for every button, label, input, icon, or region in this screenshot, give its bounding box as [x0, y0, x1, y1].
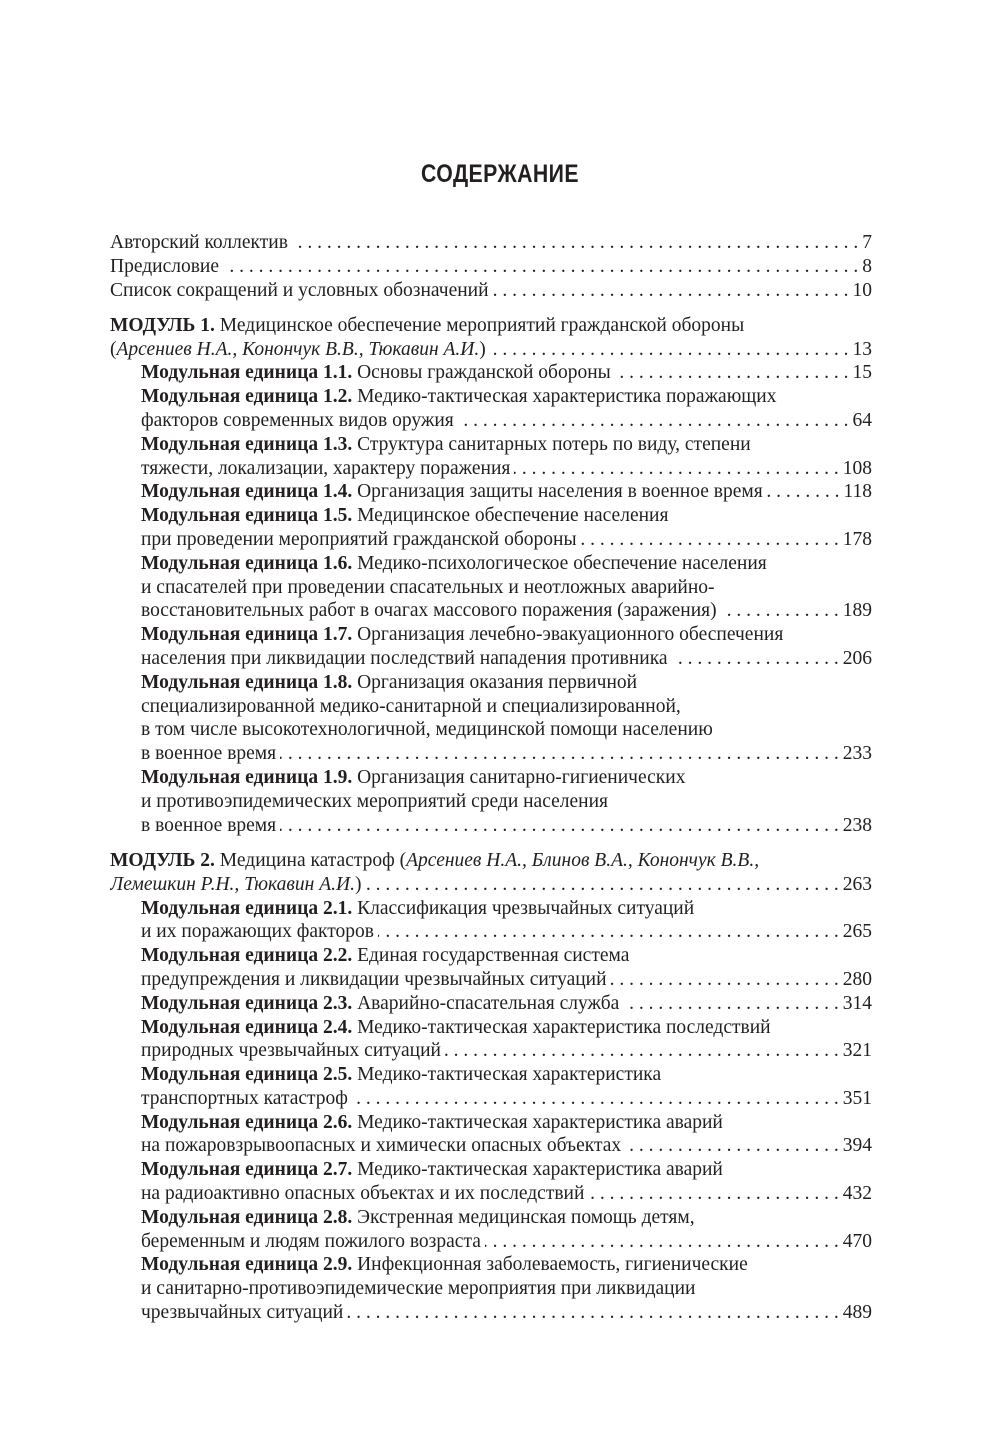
entry-text [141, 992, 619, 1016]
entry-title: при проведении мероприятий гражданской обороны [141, 529, 577, 551]
entry-text [110, 849, 759, 873]
page-number: 118 [843, 481, 872, 503]
page-number: 432 [842, 1183, 872, 1205]
toc-entry-line [110, 528, 872, 552]
entry-title: Аварийно-спасательная служба [352, 992, 620, 1014]
entry-title: факторов современных видов оружия [141, 410, 454, 432]
entry-authors: Арсениев Н.А., Конончук В.В., Тюкавин А.И. [116, 338, 480, 360]
toc-entry-line [110, 504, 872, 528]
toc-entry-line [110, 576, 872, 600]
entry-label: Модульная единица 1.7. [141, 624, 353, 646]
entry-title: и спасателей при проведении спасательных и неотложных аварийно- [141, 576, 715, 598]
page-number: 189 [842, 600, 872, 622]
entry-text [141, 385, 776, 409]
toc-entry-line [110, 279, 872, 303]
entry-title: и их поражающих факторов [141, 921, 374, 943]
entry-label: Модульная единица 2.6. [141, 1111, 353, 1133]
toc-entry-line [110, 897, 872, 921]
dot-leader [365, 873, 838, 897]
dot-leader [490, 338, 849, 362]
toc-entry[interactable] [110, 433, 872, 481]
entry-text [141, 790, 608, 814]
entry-text [141, 695, 681, 719]
toc-entry-line [110, 849, 872, 873]
entry-text [141, 457, 510, 481]
entry-label: Модульная единица 1.6. [141, 552, 353, 574]
toc-entry-line [110, 1206, 872, 1230]
entry-text [141, 552, 767, 576]
entry-title: Авторский коллектив [110, 232, 288, 253]
toc-entry[interactable] [110, 849, 872, 897]
dot-leader [347, 1301, 838, 1325]
toc-entry-line [110, 409, 872, 433]
entry-label: Модульная единица 2.9. [141, 1254, 353, 1276]
toc-entry-line [110, 599, 872, 623]
page-number: 470 [842, 1230, 872, 1252]
entry-label: Модульная единица 2.3. [141, 992, 353, 1014]
toc-entry-line [110, 433, 872, 457]
page-number: 8 [862, 255, 872, 277]
page-number: 263 [842, 873, 872, 895]
toc-entry-line [110, 1230, 872, 1254]
dot-leader [485, 1230, 839, 1254]
entry-text [110, 279, 489, 303]
entry-text [141, 1087, 348, 1111]
toc-entry[interactable] [110, 1111, 872, 1159]
toc-entry[interactable] [110, 361, 872, 385]
entry-title: населения при ликвидации последствий нападения противника [141, 648, 668, 670]
toc-entry-line [110, 695, 872, 719]
toc-entry-line [110, 480, 872, 504]
entry-text [141, 718, 713, 742]
entry-title: Экстренная медицинская помощь детям, [352, 1206, 695, 1228]
toc-entry-line [110, 361, 872, 385]
entry-text [141, 920, 374, 944]
entry-text [141, 814, 276, 838]
entry-label: Модульная единица 2.8. [141, 1206, 353, 1228]
table-of-contents [110, 231, 872, 1336]
dot-leader [623, 992, 838, 1016]
toc-entry-line [110, 944, 872, 968]
page-number: 314 [842, 992, 872, 1014]
toc-entry[interactable] [110, 504, 872, 552]
toc-entry[interactable] [110, 623, 872, 671]
dot-leader [721, 599, 839, 623]
toc-entry-line [110, 552, 872, 576]
page-number: 394 [842, 1135, 872, 1157]
dot-leader [445, 1039, 839, 1063]
entry-text [141, 1016, 771, 1040]
toc-entry[interactable] [110, 314, 872, 362]
toc-entry[interactable] [110, 1063, 872, 1111]
dot-leader [280, 742, 839, 766]
toc-entry-line [110, 1253, 872, 1277]
toc-entry-line [110, 1063, 872, 1087]
entry-text [141, 1134, 621, 1158]
toc-group [110, 849, 872, 1325]
entry-text [110, 314, 744, 338]
entry-label: Модульная единица 2.4. [141, 1016, 353, 1038]
toc-entry-line [110, 992, 872, 1016]
page-number: 351 [842, 1087, 872, 1109]
toc-entry[interactable] [110, 552, 872, 623]
toc-entry-line [110, 338, 872, 362]
toc-entry[interactable] [110, 231, 872, 255]
entry-title: Медико-тактическая характеристика последствий [352, 1016, 771, 1038]
entry-title: и противоэпидемических мероприятий среди населения [141, 790, 608, 812]
entry-title: на пожаровзрывоопасных и химически опасных объектах [141, 1135, 622, 1157]
toc-entry[interactable] [110, 1253, 872, 1324]
toc-entry-line [110, 1087, 872, 1111]
toc-entry-line [110, 1039, 872, 1063]
entry-title: Предисловие [110, 255, 220, 277]
entry-text [141, 576, 715, 600]
toc-entry[interactable] [110, 385, 872, 433]
page-number: 265 [842, 921, 872, 943]
page-number: 489 [842, 1302, 872, 1324]
entry-title: Основы гражданской обороны [352, 362, 611, 384]
entry-title: беременным и людям пожилого возраста [141, 1230, 481, 1252]
entry-title: природных чрезвычайных ситуаций [141, 1040, 441, 1062]
entry-title: чрезвычайных ситуаций [141, 1302, 344, 1324]
entry-title: транспортных катастроф [141, 1087, 348, 1109]
entry-text [141, 1253, 748, 1277]
dot-leader [352, 1087, 839, 1111]
toc-entry[interactable] [110, 992, 872, 1016]
entry-title: Организация защиты населения в военное время [352, 481, 763, 503]
toc-entry[interactable] [110, 1158, 872, 1206]
entry-title: предупреждения и ликвидации чрезвычайных ситуаций [141, 968, 607, 990]
entry-text [141, 361, 611, 385]
entry-title: Организация оказания первичной [352, 671, 638, 693]
page-number: 108 [842, 457, 872, 479]
entry-title: тяжести, локализации, характеру поражения [141, 457, 511, 479]
toc-entry[interactable] [110, 671, 872, 766]
page-number: 13 [852, 338, 872, 360]
toc-entry-line [110, 457, 872, 481]
entry-title: в военное время [141, 814, 277, 836]
entry-text [110, 231, 288, 255]
dot-leader [514, 457, 838, 481]
toc-entry-line [110, 671, 872, 695]
entry-label: Модульная единица 1.3. [141, 433, 353, 455]
toc-entry-line [110, 814, 872, 838]
entry-title: Медико-тактическая характеристика аварий [352, 1111, 723, 1133]
page-number: 10 [852, 279, 872, 301]
dot-leader [581, 528, 839, 552]
entry-title: Структура санитарных потерь по виду, степени [352, 433, 751, 455]
toc-group [110, 231, 872, 302]
toc-entry-line [110, 1016, 872, 1040]
dot-leader [588, 1182, 838, 1206]
entry-title: ) [354, 873, 362, 895]
entry-title: Организация санитарно-гигиенических [352, 767, 686, 789]
toc-entry-line [110, 1301, 872, 1325]
toc-entry[interactable] [110, 1206, 872, 1254]
toc-entry-line [110, 647, 872, 671]
toc-entry-line [110, 1182, 872, 1206]
entry-text [141, 433, 751, 457]
entry-title: специализированной медико-санитарной и специализированной, [141, 695, 681, 717]
toc-entry-line [110, 1111, 872, 1135]
entry-text [141, 599, 717, 623]
toc-entry-line [110, 231, 872, 255]
page-number: 7 [862, 232, 872, 253]
dot-leader [611, 968, 839, 992]
dot-leader [223, 255, 858, 279]
page-number: 321 [842, 1040, 872, 1062]
entry-authors: Арсениев Н.А., Блинов В.А., Конончук В.В., [406, 849, 760, 871]
entry-text [141, 944, 629, 968]
toc-entry[interactable] [110, 480, 872, 504]
dot-leader [767, 480, 840, 504]
toc-entry-line [110, 766, 872, 790]
toc-entry-line [110, 718, 872, 742]
entry-label: Модульная единица 2.7. [141, 1159, 353, 1181]
entry-title: Инфекционная заболеваемость, гигиенические [352, 1254, 748, 1276]
entry-title: Единая государственная система [352, 945, 630, 967]
page-number: 233 [842, 743, 872, 765]
entry-text [141, 1301, 343, 1325]
entry-text [110, 873, 361, 897]
toc-group [110, 314, 872, 838]
entry-text [141, 647, 668, 671]
dot-leader [615, 361, 849, 385]
entry-label: Модульная единица 1.4. [141, 481, 353, 503]
page-number: 280 [842, 968, 872, 990]
entry-title: Медицинское обеспечение населения [352, 505, 669, 527]
toc-entry[interactable] [110, 255, 872, 279]
toc-entry-line [110, 968, 872, 992]
entry-text [141, 623, 783, 647]
dot-leader [458, 409, 849, 433]
entry-text [141, 1230, 481, 1254]
entry-text [141, 1063, 661, 1087]
toc-entry[interactable] [110, 897, 872, 945]
toc-entry-line [110, 1134, 872, 1158]
toc-entry-line [110, 623, 872, 647]
entry-label: Модульная единица 1.9. [141, 767, 353, 789]
toc-entry-line [110, 873, 872, 897]
entry-text [141, 766, 685, 790]
dot-leader [493, 279, 849, 303]
entry-label: Модульная единица 1.2. [141, 386, 353, 408]
entry-title: ) [479, 338, 486, 360]
entry-text [141, 528, 577, 552]
entry-title: и санитарно-противоэпидемические мероприятия при ликвидации [141, 1278, 696, 1300]
entry-label: МОДУЛЬ 1. [110, 314, 215, 336]
toc-entry-line [110, 1158, 872, 1182]
dot-leader [625, 1134, 839, 1158]
entry-label: Модульная единица 1.5. [141, 505, 353, 527]
dot-leader [378, 920, 839, 944]
entry-label: Модульная единица 2.2. [141, 945, 353, 967]
entry-text [141, 1277, 695, 1301]
entry-text [141, 742, 276, 766]
toc-entry[interactable] [110, 1016, 872, 1064]
entry-title: Медико-психологическое обеспечение населения [352, 552, 767, 574]
entry-title: на радиоактивно опасных объектах и их последствий [141, 1183, 585, 1205]
entry-label: Модульная единица 1.8. [141, 671, 353, 693]
entry-text [141, 897, 694, 921]
entry-label: Модульная единица 2.1. [141, 897, 353, 919]
entry-authors: Лемешкин Р.Н., Тюкавин А.И. [110, 873, 355, 895]
toc-entry[interactable] [110, 944, 872, 992]
entry-label: МОДУЛЬ 2. [110, 849, 215, 871]
page-title: СОДЕРЖАНИЕ [421, 160, 579, 188]
entry-text [141, 504, 668, 528]
entry-title: восстановительных работ в очагах массового поражения (заражения) [141, 600, 717, 622]
toc-entry-line [110, 1277, 872, 1301]
toc-entry[interactable] [110, 766, 872, 837]
entry-text [141, 1206, 695, 1230]
page-number: 206 [842, 648, 872, 670]
entry-title: Медико-тактическая характеристика аварий [352, 1159, 723, 1181]
toc-entry[interactable] [110, 279, 872, 303]
toc-entry-line [110, 790, 872, 814]
entry-label: Модульная единица 2.5. [141, 1064, 353, 1086]
entry-text [141, 409, 454, 433]
entry-title: Медико-тактическая характеристика поражающих [352, 386, 777, 408]
entry-text [110, 255, 219, 279]
entry-text [110, 338, 486, 362]
toc-entry-line [110, 920, 872, 944]
toc-entry-line [110, 385, 872, 409]
entry-title: Классификация чрезвычайных ситуаций [352, 897, 695, 919]
toc-entry-line [110, 314, 872, 338]
toc-entry-line [110, 742, 872, 766]
entry-title: Медико-тактическая характеристика [352, 1064, 662, 1086]
entry-label: Модульная единица 1.1. [141, 362, 353, 384]
entry-title: Список сокращений и условных обозначений [110, 279, 489, 301]
entry-text [141, 1039, 441, 1063]
dot-leader [292, 231, 858, 255]
entry-title: в том числе высокотехнологичной, медицинской помощи населению [141, 719, 713, 741]
entry-text [141, 480, 763, 504]
entry-text [141, 1182, 584, 1206]
entry-text [141, 671, 637, 695]
dot-leader [280, 814, 839, 838]
page-number: 178 [842, 529, 872, 551]
entry-title: в военное время [141, 743, 277, 765]
entry-title: ( [110, 338, 117, 360]
page-number: 238 [842, 814, 872, 836]
dot-leader [672, 647, 839, 671]
toc-entry-line [110, 255, 872, 279]
entry-text [141, 1111, 723, 1135]
page-number: 64 [852, 410, 872, 432]
entry-text [141, 1158, 723, 1182]
page-number: 15 [852, 362, 872, 384]
entry-title: Медицинское обеспечение мероприятий гражданской обороны [214, 314, 745, 336]
entry-text [141, 968, 607, 992]
entry-title: Организация лечебно-эвакуационного обеспечения [352, 624, 784, 646]
entry-title: Медицина катастроф ( [214, 849, 407, 871]
